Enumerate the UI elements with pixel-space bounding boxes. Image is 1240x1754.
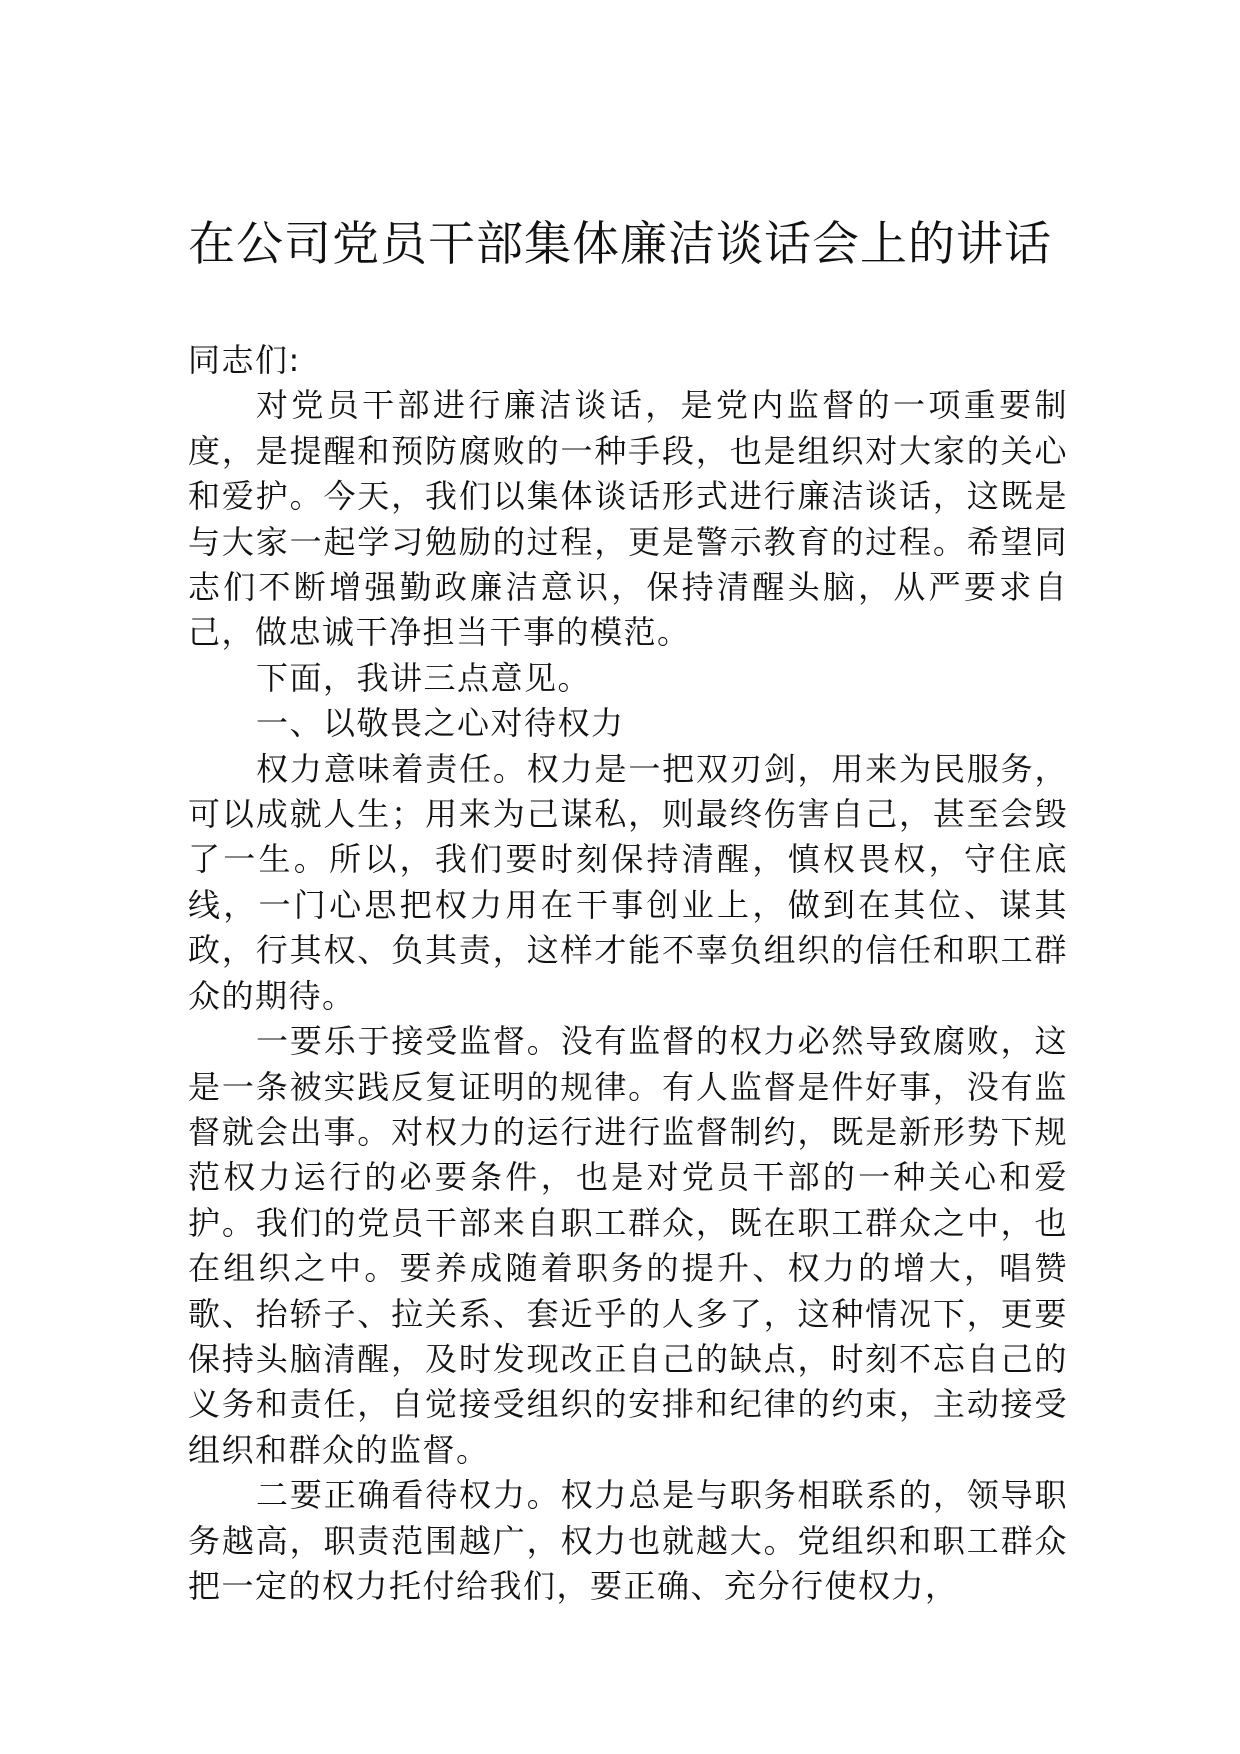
paragraph-view-power: 二要正确看待权力。权力总是与职务相联系的，领导职务越高，职责范围越广，权力也就越大。党组织和职工群众把一定的权力托付给我们，要正确、充分行使权力，: [188, 1476, 1068, 1605]
document-title: 在公司党员干部集体廉洁谈话会上的讲话: [188, 217, 1052, 272]
paragraph-power-responsibility: 权力意味着责任。权力是一把双刃剑，用来为民服务，可以成就人生；用来为己谋私，则最终伤害自己，甚至会毁了一生。所以，我们要时刻保持清醒，慎权畏权，守住底线，一门心思把权力用在干事创业上，做到在其位、谋其政，行其权、负其责，这样才能不辜负组织的信任和职工群众的期待。: [188, 749, 1068, 1015]
document-body: [188, 338, 1068, 1609]
paragraph-intro: 对党员干部进行廉洁谈话，是党内监督的一项重要制度，是提醒和预防腐败的一种手段，也是组织对大家的关心和爱护。今天，我们以集体谈话形式进行廉洁谈话，这既是与大家一起学习勉励的过程，更是警示教育的过程。希望同志们不断增强勤政廉洁意识，保持清醒头脑，从严要求自己，做忠诚干净担当干事的模范。: [188, 386, 1068, 652]
paragraph-outline: 下面，我讲三点意见。: [256, 658, 592, 697]
salutation: 同志们:: [188, 341, 301, 379]
paragraph-accept-supervision: 一要乐于接受监督。没有监督的权力必然导致腐败，这是一条被实践反复证明的规律。有人监督是件好事，没有监督就会出事。对权力的运行进行监督制约，既是新形势下规范权力运行的必要条件，也是对党员干部的一种关心和爱护。我们的党员干部来自职工群众，既在职工群众之中，也在组织之中。要养成随着职务的提升、权力的增大，唱赞歌、抬轿子、拉关系、套近乎的人多了，这种情况下，更要保持头脑清醒，及时发现改正自己的缺点，时刻不忘自己的义务和责任，自觉接受组织的安排和纪律的约束，主动接受组织和群众的监督。: [188, 1022, 1068, 1469]
section-heading-1: 一、以敬畏之心对待权力: [256, 704, 625, 743]
